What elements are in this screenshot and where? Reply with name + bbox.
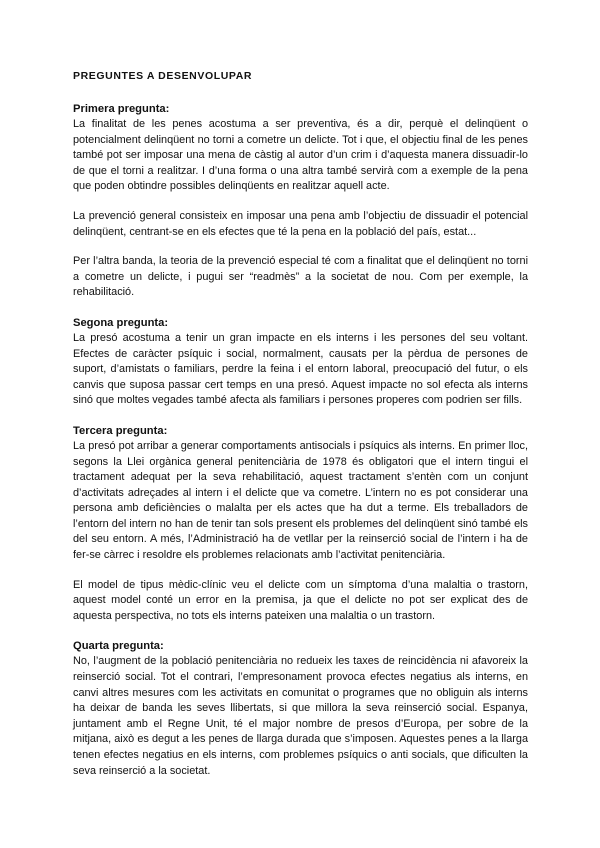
paragraph-1-3: Per l’altra banda, la teoria de la prevenció especial té com a finalitat que el delinqüent no torni a cometre un delicte, i pugui ser “readmès” a la societat de nou. Com per exemple, la rehabilitació. bbox=[73, 255, 528, 299]
section-heading-1: Primera pregunta: bbox=[73, 103, 170, 115]
paragraph-1-2: La prevenció general consisteix en imposar una pena amb l’objectiu de dissuadir el potencial delinqüent, centrant-se en els efectes que té la pena en la població del país, estat... bbox=[73, 209, 528, 238]
paragraph-3-2: El model de tipus mèdic-clínic veu el delicte com un símptoma d’una malaltia o trastorn, aquest model conté un error en la premisa, ja que el delicte no pot ser explicat des de aquesta perspectiva, no tots els interns pateixen una malaltia o un trastorn. bbox=[73, 578, 528, 622]
section-heading-4: Quarta pregunta: bbox=[73, 640, 164, 653]
paragraph-3-1: La presó pot arribar a generar comportaments antisocials i psíquics als interns. En primer lloc, segons la Llei orgànica general penitenciària de 1978 és obligatori que el intern tingui el tractament adequat per la seva rehabilitació, aquest tractament s’entèn com un conjunt d’activitats adreçades al intern i el delicte que va cometre. L’intern no es pot considerar una persona amb deficiències o malalta per els actes que ha dut a terme. Els treballadors de l’entorn del intern no han de tenir tan sols present els problemes del delinqüent sinó també els del seu entorn. A més, l’Administració ha de vetllar per la reinserció social de l’intern i ha de fer-se càrrec i resoldre els problemes relacionats amb l’activitat penitenciària. bbox=[73, 439, 528, 562]
section-heading-2: Segona pregunta: bbox=[73, 316, 169, 329]
document-page bbox=[73, 69, 528, 779]
section-heading-3: Tercera pregunta: bbox=[73, 424, 168, 437]
document-title: PREGUNTES A DESENVOLUPAR bbox=[73, 70, 253, 82]
paragraph-1-1: La finalitat de les penes acostuma a ser preventiva, és a dir, perquè el delinqüent o potencialment delinqüent no torni a cometre un delicte. Tot i que, el objectiu final de les penes també pot ser imposar una mena de càstig al autor d’un crim i d’aquesta manera dissuadir-lo de que el torni a realitzar. I d’una forma o una altra també servirà com a exemple de la pena que poden obtindre possibles delinqüents en realitzar aquell acte. bbox=[73, 118, 528, 193]
paragraph-4-1: No, l’augment de la població penitenciària no redueix les taxes de reincidència ni afavoreix la reinserció social. Tot el contrari, l’empresonament provoca efectes negatius als interns, en canvi altres mesures com les activitats en comunitat o programes que no obliguin als interns ha deixar de banda les seves llibertats, si que millora la seva reinserció social. Espanya, juntament amb el Regne Unit, té el major nombre de presos d’Europa, per sobre de la mitjana, això es degut a les penes de llarga durada que s’imposen. Aquestes penes a la llarga tenen efectes negatius en els interns, com problemes psíquics o anti socials, que dificulten la seva reinserció a la societat. bbox=[73, 655, 528, 777]
paragraph-2-1: La presó acostuma a tenir un gran impacte en els interns i les persones del seu voltant. Efectes de caràcter psíquic i social, normalment, causats per la pèrdua de persones de suport, d’amistats o familiars, perdre la feina i el entorn laboral, preocupació del futur, o els canvis que suposa passar cert temps en una presó. Aquest impacte no sol efecta als interns sinó que moltes vegades també afecta als familiars i persones properes com podrien ser fills. bbox=[73, 331, 528, 407]
